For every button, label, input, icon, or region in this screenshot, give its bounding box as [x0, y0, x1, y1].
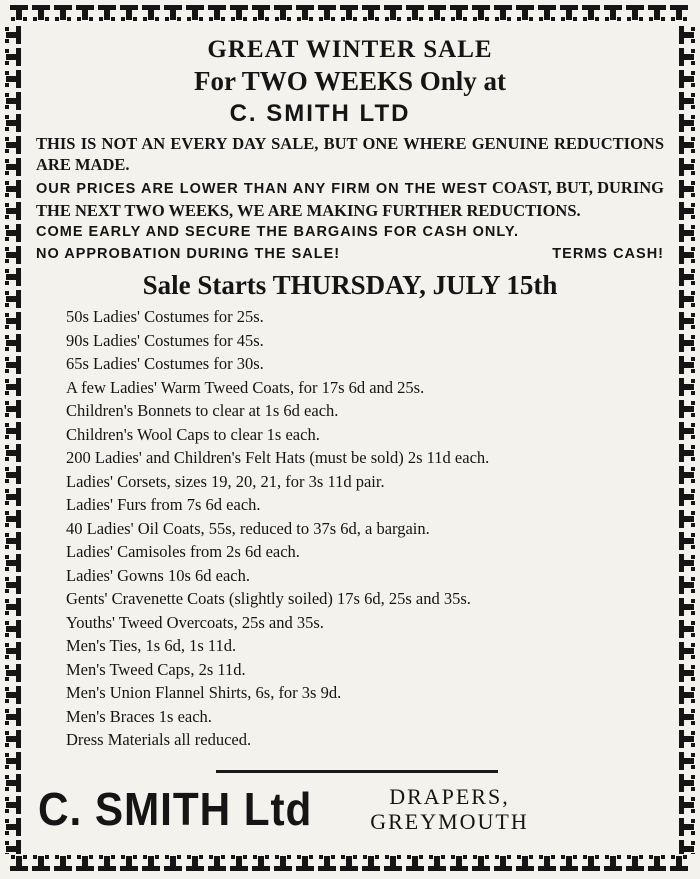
ornament-icon	[338, 852, 360, 874]
ornament-icon	[2, 728, 24, 750]
sale-item: Children's Wool Caps to clear 1s each.	[66, 424, 320, 444]
ornament-icon	[2, 596, 24, 618]
ornament-icon	[676, 596, 698, 618]
intro-paragraph-2-rest: COAST, BUT, DURING THE NEXT TWO WEEKS, WE ARE MAKING FURTHER REDUCTIONS.	[36, 178, 665, 220]
ornament-icon	[162, 2, 184, 24]
ornament-icon	[2, 354, 24, 376]
ornament-icon	[228, 2, 250, 24]
ornament-icon	[2, 310, 24, 332]
ornament-icon	[382, 852, 404, 874]
ornament-icon	[2, 200, 24, 222]
ornament-icon	[676, 24, 698, 46]
ornament-icon	[2, 662, 24, 684]
ornament-icon	[624, 852, 646, 874]
sale-item: 200 Ladies' and Children's Felt Hats (must be sold) 2s 11d each.	[66, 448, 490, 467]
footer-town: GREYMOUTH	[370, 808, 529, 834]
ornament-icon	[492, 2, 514, 24]
sale-item: A few Ladies' Warm Tweed Coats, for 17s 6d and 25s.	[66, 377, 425, 397]
ornament-icon	[676, 772, 698, 794]
terms-cash-text: TERMS CASH!	[552, 246, 664, 262]
ornament-icon	[676, 816, 698, 838]
ornament-icon	[676, 156, 698, 178]
ornament-icon	[2, 574, 24, 596]
ornament-icon	[676, 552, 698, 574]
ornament-icon	[2, 530, 24, 552]
ornament-icon	[558, 852, 580, 874]
ornament-icon	[676, 464, 698, 486]
headline-shop-name: C. SMITH LTD	[229, 100, 411, 127]
ornament-icon	[360, 852, 382, 874]
footer-shop-name: C. SMITH Ltd	[38, 782, 313, 835]
ornament-icon	[272, 2, 294, 24]
ornament-icon	[2, 750, 24, 772]
ornament-icon	[676, 288, 698, 310]
ornament-icon	[514, 2, 536, 24]
ornament-icon	[2, 46, 24, 68]
ornament-icon	[2, 794, 24, 816]
top-ornamental-border	[8, 2, 692, 28]
ornament-icon	[360, 2, 382, 24]
ornament-icon	[602, 2, 624, 24]
ornament-icon	[676, 750, 698, 772]
ornament-icon	[140, 852, 162, 874]
bottom-ornamental-border	[8, 852, 692, 876]
ornament-icon	[206, 2, 228, 24]
ornament-icon	[646, 2, 668, 24]
ornament-icon	[118, 2, 140, 24]
ornament-icon	[676, 794, 698, 816]
ornament-icon	[676, 90, 698, 112]
ornament-icon	[74, 2, 96, 24]
ornament-icon	[338, 2, 360, 24]
ornament-icon	[624, 2, 646, 24]
sale-item: Men's Union Flannel Shirts, 6s, for 3s 9d.	[66, 683, 342, 702]
ornament-icon	[668, 2, 690, 24]
ornament-icon	[676, 244, 698, 266]
ornament-icon	[382, 2, 404, 24]
ornament-icon	[2, 398, 24, 420]
sale-item: Dress Materials all reduced.	[66, 730, 252, 749]
ornament-icon	[668, 852, 690, 874]
ornament-icon	[448, 2, 470, 24]
ornament-icon	[30, 2, 52, 24]
ornament-icon	[8, 852, 30, 874]
ornament-icon	[580, 852, 602, 874]
ornament-icon	[536, 2, 558, 24]
come-early-line: COME EARLY AND SECURE THE BARGAINS FOR CASH ONLY.	[36, 224, 519, 240]
ornament-icon	[676, 662, 698, 684]
sale-item: 65s Ladies' Costumes for 30s.	[66, 354, 264, 373]
divider-rule	[216, 770, 498, 773]
ornament-icon	[2, 706, 24, 728]
ornament-icon	[2, 618, 24, 640]
ornament-icon	[2, 332, 24, 354]
ornament-icon	[2, 68, 24, 90]
ornament-icon	[676, 68, 698, 90]
ornament-icon	[2, 486, 24, 508]
sale-item: 50s Ladies' Costumes for 25s.	[66, 307, 264, 326]
ornament-icon	[676, 310, 698, 332]
ornament-icon	[580, 2, 602, 24]
ornament-icon	[52, 2, 74, 24]
ornament-icon	[184, 852, 206, 874]
terms-line	[36, 243, 664, 265]
ornament-icon	[676, 266, 698, 288]
ornament-icon	[2, 178, 24, 200]
sale-item: 90s Ladies' Costumes for 45s.	[66, 330, 264, 350]
ornament-icon	[96, 2, 118, 24]
sale-item: 40 Ladies' Oil Coats, 55s, reduced to 37s 6d, a bargain.	[66, 518, 430, 538]
right-ornamental-border	[676, 24, 698, 854]
ornament-icon	[676, 508, 698, 530]
ornament-icon	[2, 376, 24, 398]
ornament-icon	[492, 852, 514, 874]
ad-body	[36, 30, 664, 850]
ornament-icon	[96, 852, 118, 874]
ornament-icon	[140, 2, 162, 24]
ornament-icon	[676, 640, 698, 662]
ornament-icon	[2, 552, 24, 574]
ornament-icon	[676, 200, 698, 222]
ornament-icon	[2, 772, 24, 794]
ornament-icon	[2, 266, 24, 288]
ornament-icon	[676, 684, 698, 706]
sale-item: Men's Tweed Caps, 2s 11d.	[66, 659, 246, 679]
footer-address	[370, 784, 529, 834]
ornament-icon	[2, 420, 24, 442]
ornament-icon	[2, 442, 24, 464]
no-approbation-text: NO APPROBATION DURING THE SALE!	[36, 246, 341, 262]
ornament-icon	[250, 852, 272, 874]
ornament-icon	[514, 852, 536, 874]
ornament-icon	[206, 852, 228, 874]
ornament-icon	[316, 852, 338, 874]
sale-item: Ladies' Gowns 10s 6d each.	[66, 565, 250, 585]
footer-trade: DRAPERS,	[389, 783, 510, 809]
ornament-icon	[2, 222, 24, 244]
ornament-icon	[250, 2, 272, 24]
ornament-icon	[676, 46, 698, 68]
sale-items-list	[66, 305, 664, 752]
ornament-icon	[2, 288, 24, 310]
sale-item: Children's Bonnets to clear at 1s 6d each.	[66, 401, 339, 420]
ornament-icon	[676, 442, 698, 464]
sale-item: Gents' Cravenette Coats (slightly soiled) 17s 6d, 25s and 35s.	[66, 589, 471, 608]
sale-item: Men's Braces 1s each.	[66, 706, 212, 726]
ornament-icon	[646, 852, 668, 874]
ornament-icon	[426, 852, 448, 874]
ornament-icon	[676, 112, 698, 134]
ornament-icon	[676, 354, 698, 376]
ornament-icon	[676, 706, 698, 728]
ornament-icon	[30, 852, 52, 874]
ornament-icon	[676, 530, 698, 552]
ornament-icon	[404, 2, 426, 24]
ornament-icon	[676, 574, 698, 596]
headline-two-weeks: For TWO WEEKS Only at	[193, 66, 507, 96]
ornament-icon	[676, 178, 698, 200]
ornament-icon	[602, 852, 624, 874]
ornament-icon	[2, 508, 24, 530]
ornament-icon	[404, 852, 426, 874]
sale-item: Ladies' Corsets, sizes 19, 20, 21, for 3s 11d pair.	[66, 471, 385, 491]
intro-paragraph-1: THIS IS NOT AN EVERY DAY SALE, BUT ONE WHERE GENUINE REDUCTIONS ARE MADE.	[36, 134, 664, 174]
ornament-icon	[52, 852, 74, 874]
ornament-icon	[2, 24, 24, 46]
ornament-icon	[676, 398, 698, 420]
sale-item: Ladies' Furs from 7s 6d each.	[66, 495, 261, 514]
ornament-icon	[676, 134, 698, 156]
ornament-icon	[2, 816, 24, 838]
ornament-icon	[2, 156, 24, 178]
ornament-icon	[118, 852, 140, 874]
ornament-icon	[2, 464, 24, 486]
ornament-icon	[74, 852, 96, 874]
ornament-icon	[470, 852, 492, 874]
ornament-icon	[676, 486, 698, 508]
ornament-icon	[676, 420, 698, 442]
intro-paragraph-2	[36, 177, 664, 221]
footer-signature	[36, 779, 664, 839]
ornament-icon	[2, 640, 24, 662]
sale-item: Ladies' Camisoles from 2s 6d each.	[66, 542, 300, 561]
ornament-icon	[2, 134, 24, 156]
ornament-icon	[448, 852, 470, 874]
ornament-icon	[676, 728, 698, 750]
ornament-icon	[426, 2, 448, 24]
ornament-icon	[228, 852, 250, 874]
ornament-icon	[294, 2, 316, 24]
left-ornamental-border	[2, 24, 24, 854]
headline-great-winter-sale: GREAT WINTER SALE	[207, 36, 493, 63]
ornament-icon	[470, 2, 492, 24]
ornament-icon	[184, 2, 206, 24]
ornament-icon	[676, 618, 698, 640]
sale-item: Men's Ties, 1s 6d, 1s 11d.	[66, 636, 237, 655]
sale-item: Youths' Tweed Overcoats, 25s and 35s.	[66, 612, 324, 632]
ornament-icon	[2, 684, 24, 706]
ornament-icon	[294, 852, 316, 874]
ornament-icon	[2, 244, 24, 266]
ornament-icon	[162, 852, 184, 874]
intro-paragraph-2-lead: OUR PRICES ARE LOWER THAN ANY FIRM ON THE WEST	[36, 181, 488, 197]
ornament-icon	[316, 2, 338, 24]
ornament-icon	[272, 852, 294, 874]
ornament-icon	[558, 2, 580, 24]
ornament-icon	[676, 376, 698, 398]
ornament-icon	[676, 332, 698, 354]
ornament-icon	[676, 222, 698, 244]
ornament-icon	[536, 852, 558, 874]
ornament-icon	[8, 2, 30, 24]
sale-start-date: Sale Starts THURSDAY, JULY 15th	[142, 270, 558, 300]
